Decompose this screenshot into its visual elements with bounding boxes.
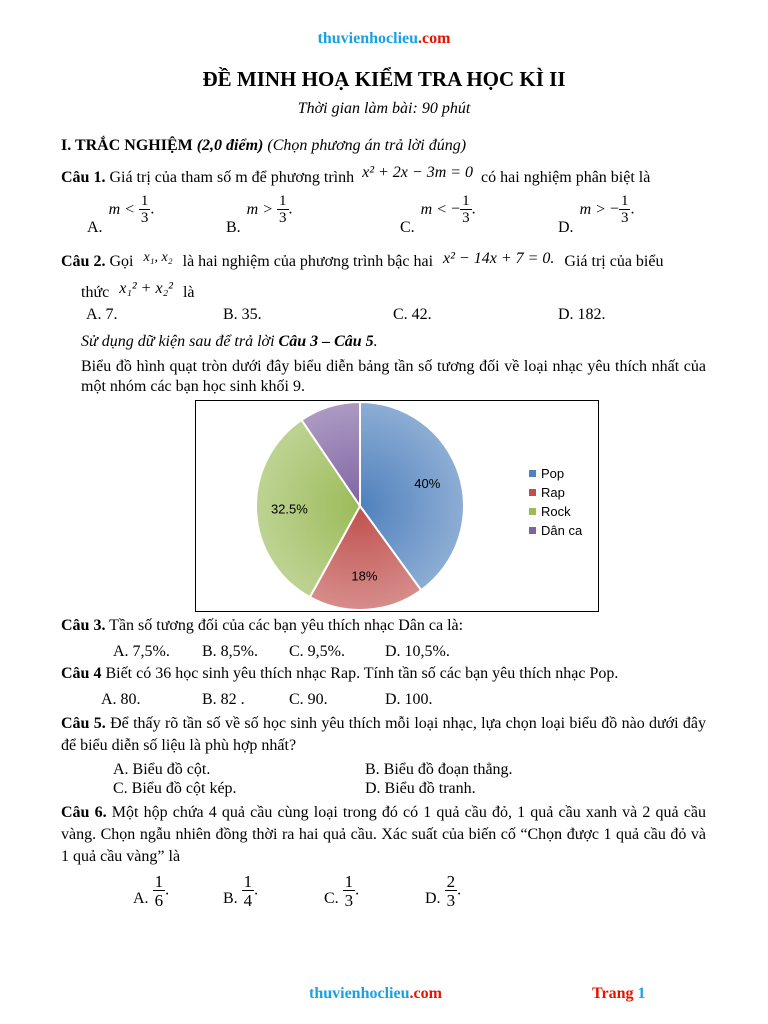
option-sign: − — [609, 200, 619, 218]
fraction: $\frac{2}{3}$ — [446, 872, 456, 910]
question-label: Câu 5. — [61, 715, 106, 732]
equation: x² − 14x + 7 = 0. — [443, 250, 555, 267]
option-lhs: m > — [579, 200, 606, 218]
fraction: $\frac{1}{3}$ — [279, 193, 287, 226]
question-2-line2 — [81, 280, 195, 302]
section-title: I. TRẮC NGHIỆM — [61, 137, 193, 154]
pie-slice-label-1: 40% — [414, 476, 441, 492]
legend-label-3: Rock — [541, 504, 571, 519]
question-3 — [61, 617, 463, 635]
question-text: Để thấy rõ tần số về số học sinh yêu thích mỗi loại nhạc, lựa chọn loại biểu đồ nào dưới đây để biểu diễn số liệu là phù hợp nhất? — [61, 715, 707, 754]
site-name: thuvienhoclieu — [317, 30, 419, 47]
expression: x₁² + x₂² — [119, 280, 173, 297]
site-footer — [309, 985, 442, 1003]
legend-swatch-1 — [529, 470, 536, 477]
pie-slice-label-3: 32.5% — [270, 501, 308, 517]
pie-chart-svg — [196, 401, 598, 611]
fraction: $\frac{1}{3}$ — [344, 872, 354, 910]
fraction: $\frac{1}{3}$ — [140, 193, 149, 226]
question-label: Câu 1. — [61, 169, 106, 186]
question-4 — [61, 665, 618, 683]
legend-swatch-2 — [529, 489, 536, 496]
question-label: Câu 6. — [61, 804, 107, 821]
question-2-option-c[interactable]: C. 42. — [393, 306, 432, 323]
question-5 — [61, 713, 706, 757]
question-2-option-a[interactable]: A. 7. — [86, 306, 118, 323]
question-text: là — [182, 284, 195, 301]
option-letter: C. — [400, 218, 415, 236]
question-4-option-c[interactable]: C. 90. — [289, 691, 328, 708]
page-word: Trang — [592, 985, 634, 1002]
question-2-option-d[interactable]: D. 182. — [558, 306, 606, 323]
option-letter: A. — [133, 889, 149, 907]
question-2 — [61, 250, 664, 271]
option-letter: D. — [425, 889, 441, 907]
fraction: $\frac{1}{4}$ — [243, 872, 253, 910]
option-lhs: m > — [246, 200, 274, 218]
question-6-option-c[interactable]: C. $\frac{1}{3}$ . — [324, 872, 360, 910]
section-points: (2,0 điểm) — [196, 137, 264, 154]
pie-slice-label-2: 18% — [351, 568, 378, 584]
page-title: ĐỀ MINH HOẠ KIỂM TRA HỌC KÌ II — [202, 67, 566, 91]
question-text: Tần số tương đối của các bạn yêu thích nhạc Dân ca là: — [109, 617, 464, 634]
question-5-option-c[interactable]: C. Biểu đồ cột kép. — [113, 780, 237, 797]
option-letter: C. — [324, 889, 339, 907]
page-number — [592, 985, 645, 1003]
site-header — [0, 30, 768, 48]
option-letter: B. — [226, 218, 241, 236]
legend-label-2: Rap — [541, 485, 565, 500]
legend-label-1: Pop — [541, 466, 565, 481]
question-5-option-a[interactable]: A. Biểu đồ cột. — [113, 761, 211, 778]
legend-swatch-4 — [529, 527, 536, 534]
question-3-option-a[interactable]: A. 7,5%. — [113, 643, 170, 660]
question-text: thức — [81, 284, 110, 301]
footer-site-name: thuvienhoclieu — [309, 985, 410, 1002]
question-4-option-d[interactable]: D. 100. — [385, 691, 433, 708]
question-1-option-d[interactable]: D.m > − $\frac{1}{3}$ . — [558, 193, 635, 236]
option-letter: B. — [223, 889, 238, 907]
question-label: Câu 3. — [61, 617, 106, 634]
footer-site-domain: .com — [409, 985, 442, 1002]
question-label: Câu 4 — [61, 665, 102, 682]
question-text: Biết có 36 học sinh yêu thích nhạc Rap. Tính tần số các bạn yêu thích nhạc Pop. — [105, 665, 619, 682]
option-letter: D. — [558, 218, 574, 236]
option-lhs: m < — [108, 200, 135, 218]
question-4-option-b[interactable]: B. 82 . — [202, 691, 245, 708]
section-instruction: (Chọn phương án trả lời đúng) — [267, 137, 467, 154]
question-1-option-a[interactable]: A.m < $\frac{1}{3}$ . — [87, 193, 155, 236]
legend-label-4: Dân ca — [541, 523, 583, 538]
question-text-end: có hai nghiệm phân biệt là — [481, 169, 651, 186]
question-label: Câu 2. — [61, 253, 106, 270]
question-text: Giá trị của tham số m để phương trình — [109, 169, 355, 186]
fraction: $\frac{1}{3}$ — [620, 193, 629, 226]
chart-description: Biểu đồ hình quạt tròn dưới đây biểu diễn bảng tần số tương đối về loại nhạc yêu thích nhất của một nhóm các bạn học sinh khối 9. — [81, 358, 706, 395]
question-6-option-a[interactable]: A. $\frac{1}{6}$ . — [133, 872, 170, 910]
question-6 — [61, 802, 706, 868]
page-subtitle: Thời gian làm bài: 90 phút — [297, 100, 471, 117]
question-1-option-b[interactable]: B.m > $\frac{1}{3}$ . — [226, 193, 293, 236]
section-heading — [61, 137, 466, 155]
fraction: $\frac{1}{6}$ — [154, 872, 164, 910]
question-6-option-d[interactable]: D. $\frac{2}{3}$ . — [425, 872, 462, 910]
question-3-option-d[interactable]: D. 10,5%. — [385, 643, 450, 660]
legend-swatch-3 — [529, 508, 536, 515]
equation: x² + 2x − 3m = 0 — [362, 164, 474, 181]
question-5-option-b[interactable]: B. Biểu đồ đoạn thẳng. — [365, 761, 513, 778]
option-lhs: m < — [420, 200, 448, 218]
question-6-option-b[interactable]: B. $\frac{1}{4}$ . — [223, 872, 259, 910]
option-sign: − — [451, 200, 461, 218]
question-3-option-c[interactable]: C. 9,5%. — [289, 643, 345, 660]
variables: x₁, x₂ — [143, 250, 173, 265]
question-text: Giá trị của biểu — [564, 253, 664, 270]
question-1 — [61, 164, 651, 187]
intro-ref: Câu 3 – Câu 5 — [278, 333, 374, 350]
site-domain: .com — [418, 30, 451, 47]
question-text: Gọi — [109, 253, 134, 270]
question-5-option-d[interactable]: D. Biểu đồ tranh. — [365, 780, 476, 797]
question-text: là hai nghiệm của phương trình bậc hai — [182, 253, 434, 270]
page-number-value: 1 — [637, 985, 646, 1002]
data-intro: Sử dụng dữ kiện sau để trả lời Câu 3 – Câu 5. — [81, 333, 378, 350]
question-2-option-b[interactable]: B. 35. — [223, 306, 262, 323]
question-3-option-b[interactable]: B. 8,5%. — [202, 643, 258, 660]
option-letter: A. — [87, 218, 103, 236]
question-4-option-a[interactable]: A. 80. — [101, 691, 141, 708]
question-text: Một hộp chứa 4 quả cầu cùng loại trong đó có 1 quả cầu đỏ, 1 quả cầu xanh và 2 quả cầu vàng. Chọn ngẫu nhiên đồng thời ra hai quả cầu. Xác suất của biến cố “Chọn được 1 quả cầu đỏ và 1 quả cầu vàng” là — [61, 804, 707, 865]
question-1-option-c[interactable]: C.m < − $\frac{1}{3}$ . — [400, 193, 476, 236]
pie-chart — [195, 400, 599, 612]
fraction: $\frac{1}{3}$ — [462, 193, 470, 226]
intro-text: Sử dụng dữ kiện sau để trả lời — [81, 333, 275, 350]
